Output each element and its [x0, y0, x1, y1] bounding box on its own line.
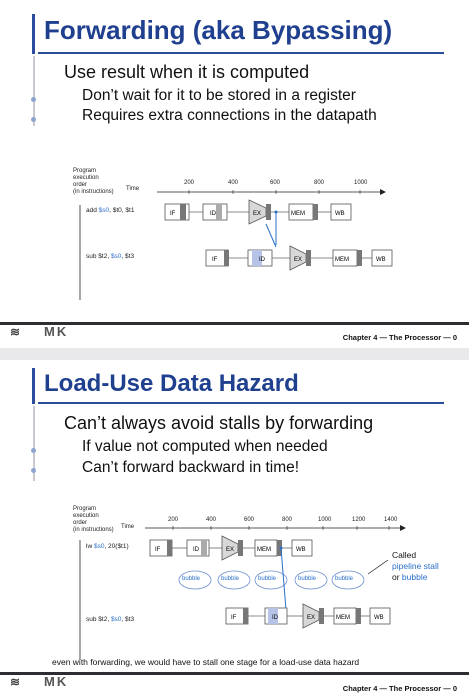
bullet-main: Use result when it is computed — [64, 62, 310, 82]
svg-text:IF: IF — [231, 615, 237, 621]
svg-text:ID: ID — [272, 615, 278, 621]
svg-text:MEM: MEM — [335, 257, 349, 263]
bubble-label: bubble — [221, 576, 240, 582]
footer-rule — [0, 322, 469, 325]
footer-rule — [0, 672, 469, 675]
hazard-note: even with forwarding, we would have to stall one stage for a load-use data hazard — [52, 657, 360, 667]
tick-label: 600 — [270, 180, 281, 186]
svg-text:ID: ID — [210, 211, 216, 217]
svg-text:MEM: MEM — [257, 547, 271, 553]
publisher-logo: ≋ — [10, 675, 22, 689]
svg-text:MEM: MEM — [336, 615, 350, 621]
tick-label: 800 — [282, 517, 293, 523]
stage-label: IF — [170, 211, 176, 217]
svg-text:WB: WB — [296, 547, 306, 553]
bullet-sub: Don’t wait for it to be stored in a register — [82, 87, 356, 104]
tick-label: 1200 — [352, 517, 366, 523]
time-label: Time — [121, 524, 135, 530]
svg-text:WB: WB — [335, 211, 345, 217]
svg-text:EX: EX — [307, 615, 316, 621]
tick-label: 200 — [168, 517, 179, 523]
pipeline-diagram — [0, 360, 469, 700]
tick-label: 600 — [244, 517, 255, 523]
instruction-label: sub $t2, $s0, $t3 — [86, 253, 135, 260]
svg-text:WB: WB — [376, 257, 386, 263]
instruction-label: sub $t2, $s0, $t3 — [86, 616, 135, 623]
bullet-main: Can’t always avoid stalls by forwarding — [64, 413, 374, 433]
footer-chapter: Chapter 4 — The Processor — 0 — [342, 684, 457, 693]
tick-label: 400 — [228, 180, 239, 186]
svg-text:IF: IF — [155, 547, 161, 553]
axis-label: Program execution order (in instructions) — [73, 168, 114, 195]
instruction-label: lw $s0, 20($t1) — [86, 543, 129, 550]
svg-text:EX: EX — [294, 257, 303, 263]
time-label: Time — [126, 186, 140, 192]
tick-label: 800 — [314, 180, 325, 186]
instruction-label: add $s0, $t0, $t1 — [86, 207, 135, 214]
tick-label: 400 — [206, 517, 217, 523]
slide-load-use-hazard — [0, 360, 469, 700]
publisher-logo-text: MK — [44, 674, 69, 689]
tick-label: 1400 — [384, 517, 398, 523]
bubble-label: bubble — [335, 576, 354, 582]
slide-separator — [0, 348, 469, 360]
bubble-label: bubble — [298, 576, 317, 582]
bubble-label: bubble — [182, 576, 201, 582]
bubble-label: bubble — [258, 576, 277, 582]
svg-text:EX: EX — [226, 547, 235, 553]
slide-forwarding — [0, 0, 469, 348]
svg-text:WB: WB — [374, 615, 384, 621]
slide-title: Forwarding (aka Bypassing) — [44, 15, 393, 45]
bullet-sub: If value not computed when needed — [82, 438, 328, 455]
stall-callout: Called pipeline stall or bubble — [392, 550, 439, 582]
publisher-logo-text: MK — [44, 324, 69, 339]
svg-text:MEM: MEM — [291, 211, 305, 217]
axis-label: Program execution order (in instructions) — [73, 506, 114, 533]
slide-title: Load-Use Data Hazard — [44, 370, 299, 397]
pipeline-diagram — [0, 0, 469, 348]
tick-label: 1000 — [354, 180, 368, 186]
svg-text:ID: ID — [193, 547, 199, 553]
svg-text:ID: ID — [259, 257, 265, 263]
svg-text:IF: IF — [212, 257, 218, 263]
svg-text:EX: EX — [253, 211, 262, 217]
publisher-logo: ≋ — [10, 325, 22, 339]
bullet-sub: Requires extra connections in the datapath — [82, 107, 377, 124]
footer-chapter: Chapter 4 — The Processor — 0 — [342, 333, 457, 342]
tick-label: 200 — [184, 180, 195, 186]
bullet-sub: Can’t forward backward in time! — [82, 459, 300, 476]
tick-label: 1000 — [318, 517, 332, 523]
